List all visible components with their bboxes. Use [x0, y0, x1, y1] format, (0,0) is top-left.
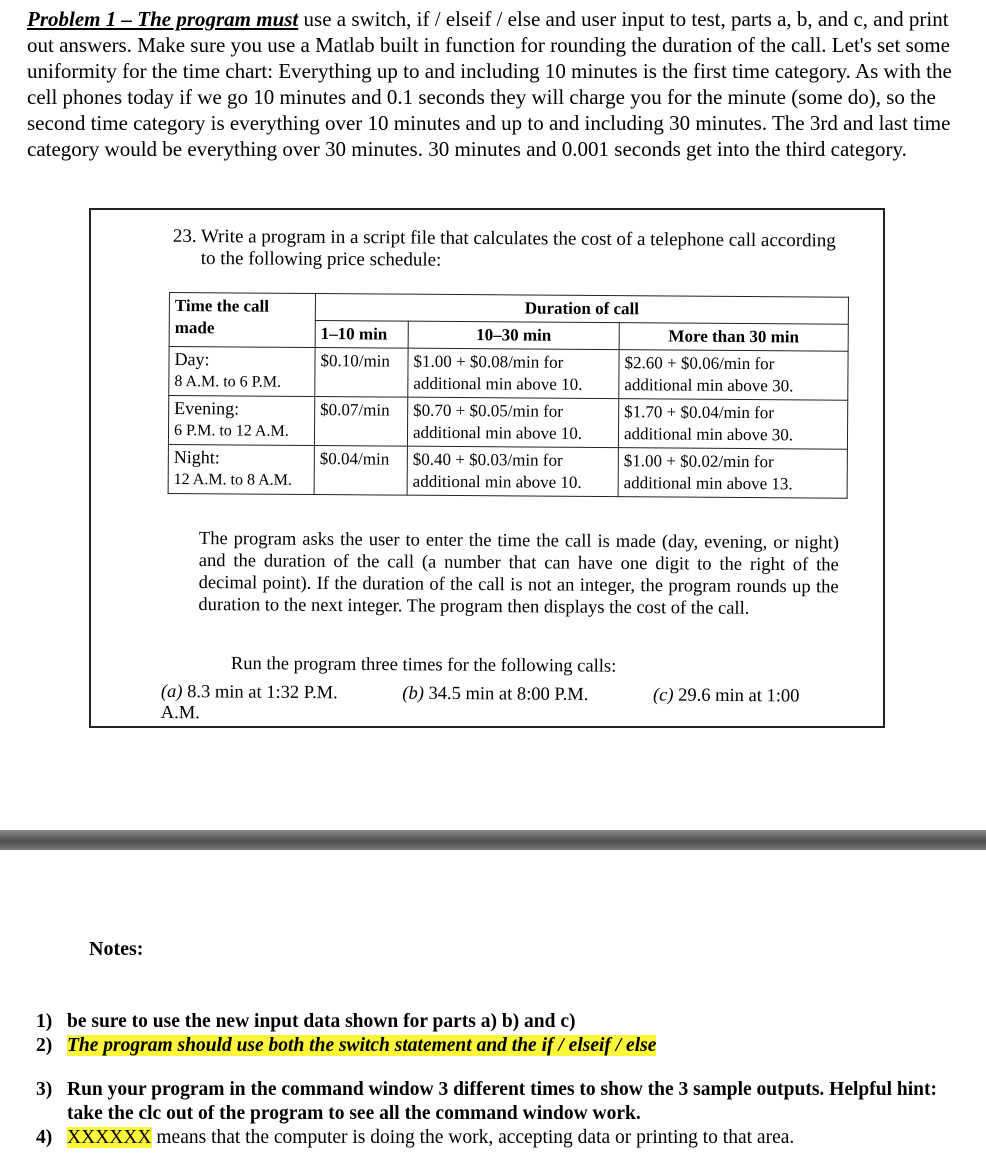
- row-name: Day:: [174, 349, 210, 370]
- table-cell: $0.40 + $0.03/min for additional min above 10.: [407, 446, 618, 496]
- price-schedule-table: [168, 292, 849, 499]
- run-instruction: Run the program three times for the following calls:: [230, 654, 617, 677]
- row-name: Night:: [173, 447, 220, 468]
- part-label: (c): [652, 685, 674, 706]
- table-row: [168, 444, 847, 498]
- notes-title: Notes:: [89, 938, 144, 960]
- table-cell: $0.10/min: [315, 348, 408, 398]
- note-text-highlighted: The program should use both the switch statement and the if / elseif / else: [67, 1035, 657, 1056]
- note-number: 2): [36, 1035, 53, 1056]
- exercise-number: 23.: [172, 225, 197, 247]
- column-header: 10–30 min: [408, 321, 619, 349]
- test-case-a: [161, 682, 368, 703]
- table-row: [168, 396, 847, 450]
- row-name: Evening:: [174, 398, 240, 419]
- row-label: [168, 444, 314, 494]
- row-hours: 8 A.M. to 6 P.M.: [174, 373, 282, 391]
- column-header: More than 30 min: [619, 323, 848, 352]
- part-label: (a): [160, 682, 183, 703]
- part-text: 34.5 min at 8:00 P.M.: [428, 683, 589, 705]
- row-label: [169, 347, 315, 397]
- notes-list: [36, 1010, 966, 1150]
- test-case-b: [402, 684, 618, 706]
- note-item: [36, 1126, 966, 1150]
- table-cell: $1.70 + $0.04/min for additional min above 30.: [618, 399, 847, 450]
- note-number: 1): [36, 1011, 53, 1032]
- problem-statement: [27, 6, 977, 162]
- note-number: 3): [36, 1079, 53, 1100]
- program-description: The program asks the user to enter the time the call is made (day, evening, or night) and the duration of the call (a number that can have one digit to the right of the decimal point). If the duration of the call is not an integer, the program rounds up the duration to the next integer. The program then displays the cost of the call.: [198, 529, 839, 619]
- note-number: 4): [36, 1127, 53, 1148]
- table-duration-header: Duration of call: [315, 294, 848, 325]
- note-item: [36, 1034, 966, 1058]
- table-cell: $1.00 + $0.02/min for additional min above 13.: [618, 448, 847, 499]
- table-cell: $0.04/min: [314, 446, 407, 496]
- row-label: [168, 396, 314, 446]
- part-text: 8.3 min at 1:32 P.M.: [187, 682, 338, 704]
- problem-text: use a switch, if / elseif / else and user input to test, parts a, b, and c, and print out answers. Make sure you use a Matlab built in function for rounding the duration of the call. Let's set some uniformity for the time chart: Everything up to and including 10 minutes is the first time category. As with the cell phones today if we go 10 minutes and 0.1 seconds they will charge you for the minute (some do), so the second time category is everything over 10 minutes and up to and including 30 minutes. The 3rd and last time category would be everything over 30 minutes. 30 minutes and 0.001 seconds get into the third category.: [27, 7, 952, 161]
- note-code-highlighted: XXXXXX: [67, 1127, 152, 1148]
- table-cell: $0.07/min: [314, 397, 407, 447]
- part-text: 29.6 min at 1:00 A.M.: [160, 685, 800, 724]
- problem-heading: Problem 1 – The program must: [27, 7, 299, 31]
- row-hours: 6 P.M. to 12 A.M.: [173, 422, 289, 440]
- column-header: 1–10 min: [315, 321, 408, 349]
- note-item: [36, 1078, 966, 1126]
- table-cell: $1.00 + $0.08/min for additional min above 10.: [408, 348, 619, 398]
- exercise-23: [172, 225, 851, 275]
- note-item: [36, 1010, 966, 1034]
- note-text: Run your program in the command window 3 different times to show the 3 sample outputs. Helpful hint: take the clc out of the program to see all the command window work.: [67, 1079, 937, 1124]
- section-divider: [0, 830, 986, 850]
- table-cell: $2.60 + $0.06/min for additional min above 30.: [619, 350, 848, 401]
- table-corner-header: Time the call made: [169, 293, 315, 348]
- note-text: be sure to use the new input data shown for parts a) b) and c): [67, 1011, 576, 1032]
- row-hours: 12 A.M. to 8 A.M.: [173, 471, 292, 489]
- exercise-text: Write a program in a script file that calculates the cost of a telephone call according to the following price schedule:: [200, 226, 836, 271]
- test-cases: [161, 682, 841, 729]
- textbook-excerpt: [89, 208, 885, 728]
- table-row: [169, 347, 848, 401]
- table-cell: $0.70 + $0.05/min for additional min above 10.: [407, 397, 618, 447]
- note-text: means that the computer is doing the work, accepting data or printing to that area.: [151, 1127, 795, 1148]
- part-label: (b): [402, 683, 424, 704]
